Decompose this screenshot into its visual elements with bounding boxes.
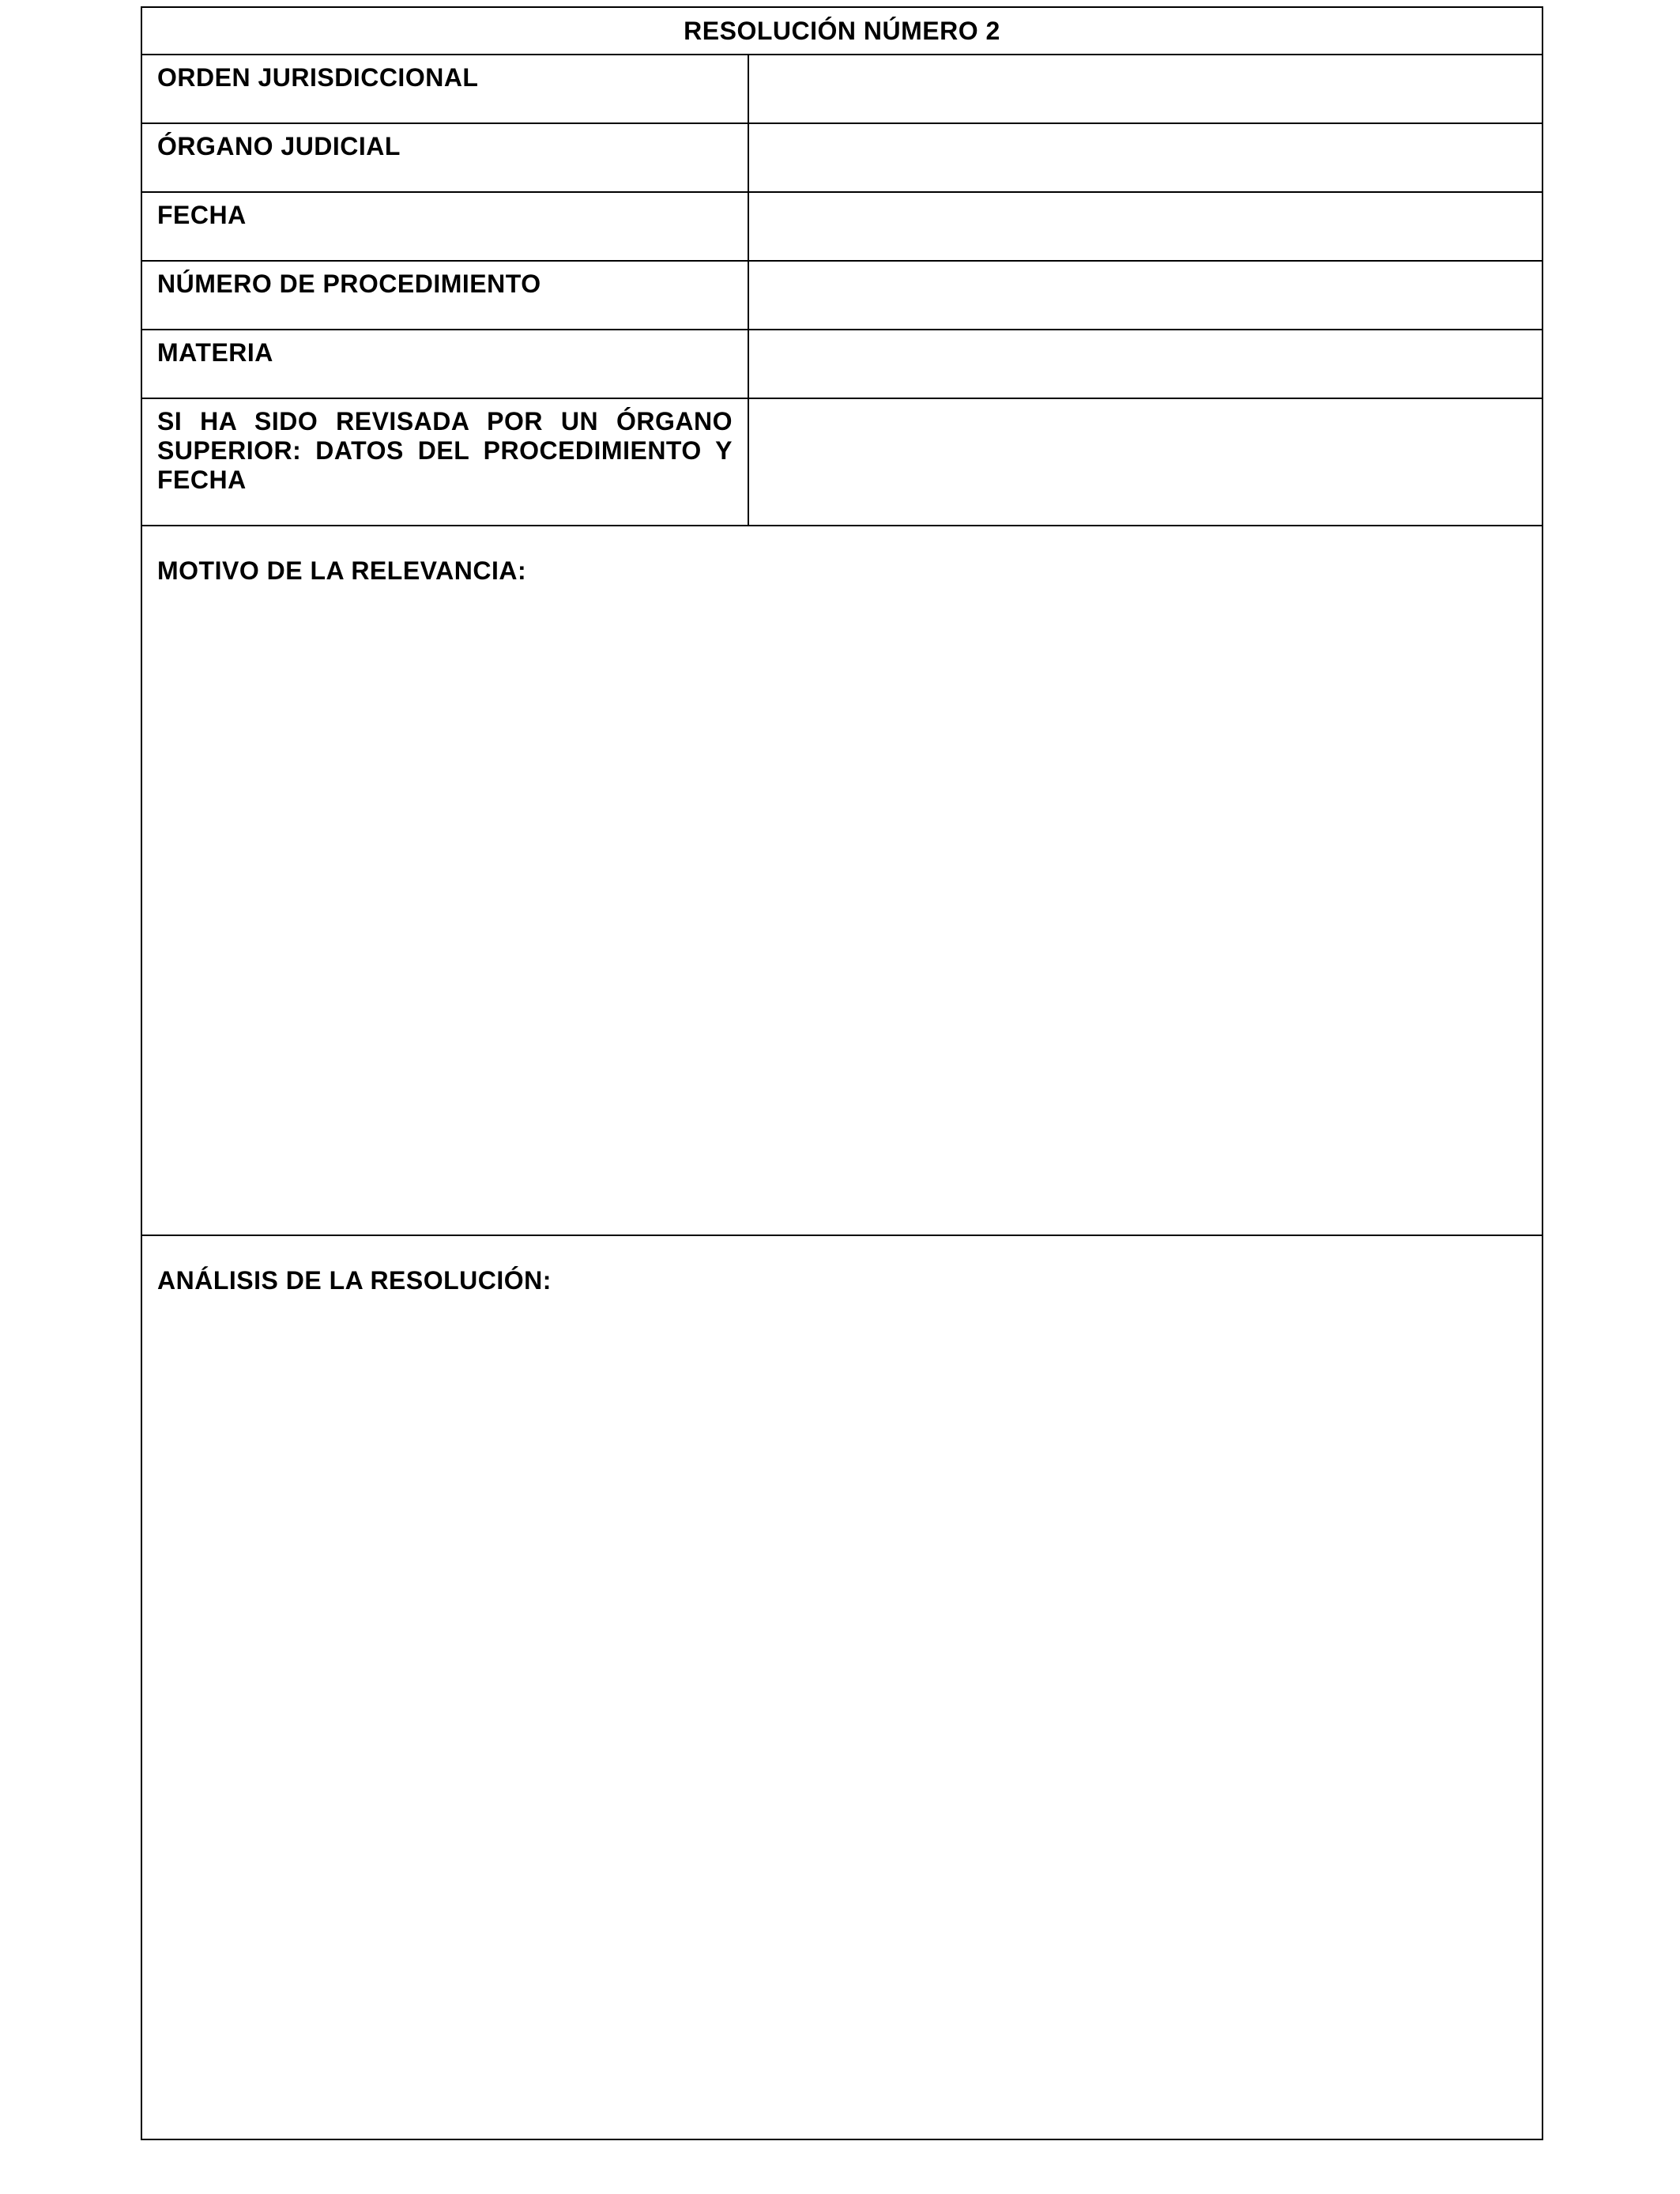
field-row-materia <box>142 330 1542 399</box>
field-value-revision-superior[interactable] <box>749 399 1542 525</box>
field-label-organo-judicial: ÓRGANO JUDICIAL <box>142 124 749 191</box>
field-row-organo-judicial <box>142 124 1542 193</box>
field-row-revision-superior <box>142 399 1542 526</box>
field-row-orden-jurisdiccional <box>142 55 1542 124</box>
field-label-revision-superior: SI HA SIDO REVISADA POR UN ÓRGANO SUPERIOR: DATOS DEL PROCEDIMIENTO Y FECHA <box>142 399 749 525</box>
field-label-materia: MATERIA <box>142 330 749 398</box>
field-value-organo-judicial[interactable] <box>749 124 1542 191</box>
field-value-materia[interactable] <box>749 330 1542 398</box>
section-analisis-resolucion <box>142 1236 1542 2139</box>
field-row-numero-procedimiento <box>142 262 1542 330</box>
field-value-numero-procedimiento[interactable] <box>749 262 1542 329</box>
section-label-motivo-relevancia: MOTIVO DE LA RELEVANCIA: <box>157 556 527 585</box>
field-label-fecha: FECHA <box>142 193 749 260</box>
field-label-orden-jurisdiccional: ORDEN JURISDICCIONAL <box>142 55 749 123</box>
field-row-fecha <box>142 193 1542 262</box>
field-label-numero-procedimiento: NÚMERO DE PROCEDIMIENTO <box>142 262 749 329</box>
section-motivo-relevancia <box>142 526 1542 1236</box>
form-title <box>142 8 1542 55</box>
resolution-form <box>141 6 1543 2140</box>
field-value-orden-jurisdiccional[interactable] <box>749 55 1542 123</box>
form-title-text: RESOLUCIÓN NÚMERO 2 <box>684 16 1000 45</box>
section-content-analisis-resolucion[interactable] <box>157 1307 1527 2131</box>
field-value-fecha[interactable] <box>749 193 1542 260</box>
section-content-motivo-relevancia[interactable] <box>157 598 1527 1227</box>
section-label-analisis-resolucion: ANÁLISIS DE LA RESOLUCIÓN: <box>157 1266 552 1295</box>
